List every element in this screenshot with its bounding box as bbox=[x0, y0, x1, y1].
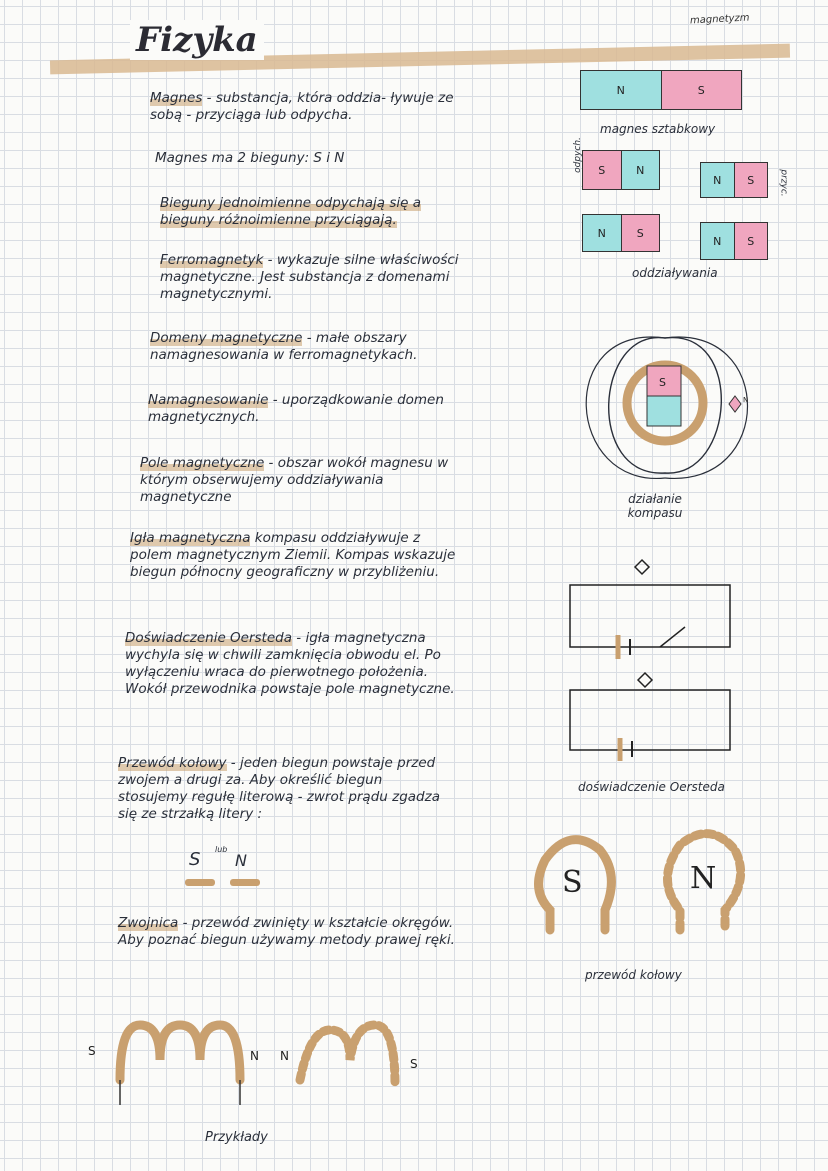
solenoid-label: N bbox=[250, 1049, 259, 1063]
note-namagnesowanie bbox=[148, 392, 458, 426]
note-text: - jeden biegun powstaje przed zwojem a drugi za. Aby określić biegun stosujemy regułę literową - zwrot prądu zgadza się ze strzałką litery : bbox=[118, 755, 440, 822]
circuit-closed bbox=[570, 690, 730, 750]
compass-caption: działanie kompasu bbox=[627, 492, 683, 520]
pole-label: S bbox=[622, 215, 660, 251]
oersted-diagram bbox=[560, 555, 740, 785]
pole-label: S bbox=[735, 223, 768, 259]
pole-label: S bbox=[583, 151, 622, 189]
pole-s: S bbox=[662, 71, 742, 109]
note-ferromagnetyk bbox=[160, 252, 460, 303]
solenoid-label: S bbox=[88, 1044, 96, 1058]
note-igla bbox=[130, 530, 460, 581]
loop-n-label: N bbox=[690, 861, 717, 896]
note-term: Domeny magnetyczne bbox=[150, 330, 303, 346]
pole-label: N bbox=[701, 223, 735, 259]
solenoid-label: S bbox=[410, 1057, 418, 1071]
interactions-caption: oddziaływania bbox=[632, 266, 718, 280]
magnet-pair-bottom-left bbox=[582, 214, 660, 252]
coil-left bbox=[120, 1025, 240, 1080]
magnet-n-pole bbox=[647, 396, 681, 426]
circuit-open bbox=[570, 585, 730, 647]
note-pole bbox=[140, 455, 460, 506]
topic-tag: magnetyzm bbox=[689, 12, 750, 27]
solenoid-diagram bbox=[80, 1010, 440, 1110]
pole-label: N bbox=[583, 215, 622, 251]
note-term: Przewód kołowy bbox=[118, 755, 227, 771]
loop-wire-diagram bbox=[520, 820, 770, 950]
note-domeny bbox=[150, 330, 460, 364]
wire-segment bbox=[230, 879, 260, 886]
note-text: Bieguny jednoimienne odpychają się a bieguny różnoimienne przyciągają. bbox=[160, 195, 421, 228]
letter-n: N bbox=[235, 851, 247, 870]
note-oersted bbox=[125, 630, 455, 698]
note-bieguny bbox=[155, 150, 465, 167]
note-text: - uporządkowanie domen magnetycznych. bbox=[148, 392, 444, 425]
magnet-pair-bottom-right bbox=[700, 222, 768, 260]
compass-n-label: N bbox=[743, 396, 749, 404]
bar-magnet-caption: magnes sztabkowy bbox=[600, 122, 716, 136]
note-term: Namagnesowanie bbox=[148, 392, 269, 408]
note-term: Ferromagnetyk bbox=[160, 252, 264, 268]
note-term: Igła magnetyczna bbox=[130, 530, 251, 546]
note-term: Magnes bbox=[150, 90, 203, 106]
side-label-right: przyc. bbox=[778, 169, 789, 197]
note-text: Magnes ma 2 bieguny: S i N bbox=[155, 150, 345, 166]
letter-or: lub bbox=[215, 845, 228, 854]
note-text: - igła magnetyczna wychyla się w chwili zamknięcia obwodu el. Po wyłączeniu wraca do pierwotnego położenia. Wokół przewodnika powstaje pole magnetyczne. bbox=[125, 630, 455, 697]
compass-needle-icon bbox=[638, 673, 652, 687]
note-term: Zwojnica bbox=[118, 915, 179, 931]
pole-label: N bbox=[622, 151, 660, 189]
switch-open bbox=[660, 627, 685, 647]
bar-magnet bbox=[580, 70, 742, 110]
note-text: - substancja, która oddzia- ływuje ze sobą - przyciąga lub odpycha. bbox=[150, 90, 454, 123]
letter-rule-diagram bbox=[185, 845, 275, 895]
solenoid-caption: Przykłady bbox=[205, 1130, 268, 1145]
compass-needle-icon bbox=[635, 560, 649, 574]
letter-s: S bbox=[189, 849, 201, 870]
note-text: - małe obszary namagnesowania w ferromagnetykach. bbox=[150, 330, 418, 363]
note-text: - obszar wokół magnesu w którym obserwujemy oddziaływania magnetyczne bbox=[140, 455, 449, 505]
magnet-pair-top-right bbox=[700, 162, 768, 198]
note-term: Doświadczenie Oersteda bbox=[125, 630, 292, 646]
note-przewod bbox=[118, 755, 453, 823]
loop-caption: przewód kołowy bbox=[585, 968, 682, 982]
pole-label: N bbox=[701, 163, 735, 197]
pole-n: N bbox=[581, 71, 662, 109]
side-label-left: odpych. bbox=[572, 137, 583, 173]
note-oddzialywanie bbox=[160, 195, 460, 229]
magnet-pair-top-left bbox=[582, 150, 660, 190]
compass-s-label: S bbox=[659, 376, 666, 389]
wire-segment bbox=[185, 879, 215, 886]
oersted-caption: doświadczenie Oersteda bbox=[578, 780, 725, 794]
compass-needle-icon bbox=[729, 396, 741, 412]
note-text: - wykazuje silne właściwości magnetyczne. Jest substancja z domenami magnetycznymi. bbox=[160, 252, 459, 302]
compass-field-diagram bbox=[585, 318, 755, 488]
loop-s-label: S bbox=[562, 865, 583, 900]
note-term: Pole magnetyczne bbox=[140, 455, 265, 471]
solenoid-label: N bbox=[280, 1049, 289, 1063]
pole-label: S bbox=[735, 163, 768, 197]
note-magnes bbox=[150, 90, 470, 124]
note-zwojnica bbox=[118, 915, 458, 949]
note-text: - przewód zwinięty w kształcie okręgów. Aby poznać biegun używamy metody prawej ręki. bbox=[118, 915, 455, 948]
page-title: Fizyka bbox=[130, 20, 264, 60]
note-text: kompasu oddziaływuje z polem magnetycznym Ziemii. Kompas wskazuje biegun północny geograficzny w przybliżeniu. bbox=[130, 530, 456, 580]
coil-right bbox=[300, 1025, 395, 1085]
